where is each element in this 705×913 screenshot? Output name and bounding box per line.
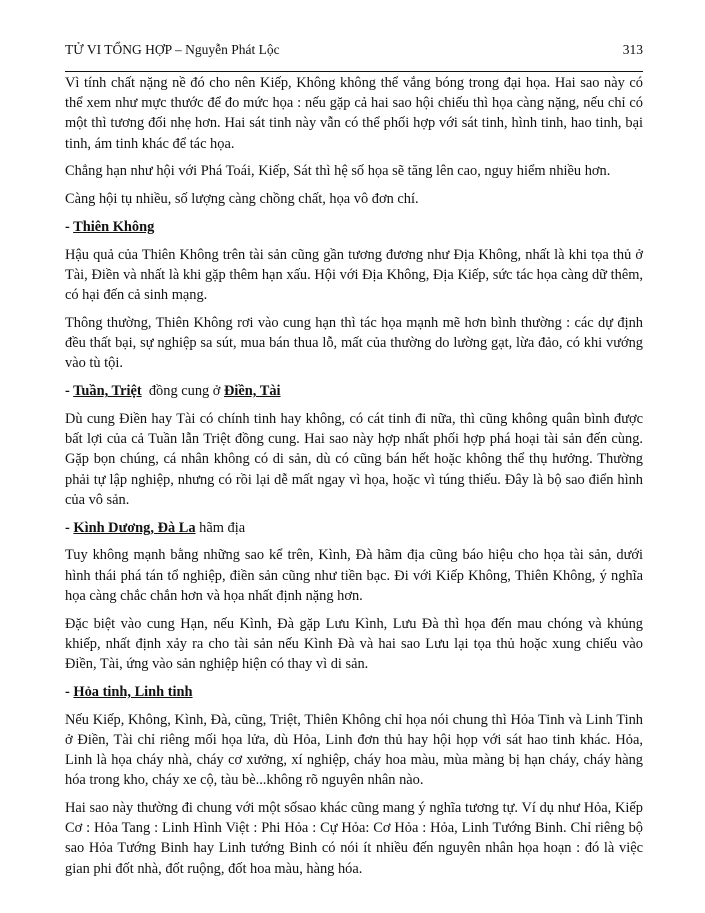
heading-title: Kình Dương, Đà La (73, 519, 196, 536)
heading-title-2: Điền, Tài (224, 383, 281, 400)
heading-suffix: hãm địa (195, 519, 246, 536)
paragraph: Nếu Kiếp, Không, Kình, Đà, cũng, Triệt, Thiên Không chỉ họa nói chung thì Hỏa Tinh và Linh Tinh ở Điền, Tài chỉ riêng mối họa lửa, dù Hỏa, Linh đơn thủ hay hội họp với sát hao tinh khác. Hỏa, Linh là họa cháy nhà, cháy cơ xưởng, xí nghiệp, cháy hoa màu, mùa màng bị hạn cháy, cháy hàng hóa trong kho, cháy xe cộ, tàu bè...không rõ nguyên nhân nào. (65, 711, 643, 789)
section-heading-hoa-linh (65, 682, 643, 702)
paragraph: Dù cung Điền hay Tài có chính tinh hay không, có cát tinh đi nữa, thì cũng không quân bình được bất lợi của cả Tuần lẫn Triệt đồng cung. Hai sao này hợp nhất phối hợp phá hoại tài sản đến cùng. Gặp bọn chúng, cá nhân không có di sản, dù có cũng bán hết hoặc không thể thụ hưởng. Thường phải tự lập nghiệp, nhưng có rồi lại dễ mất ngay vì họa, hoặc vì túng thiếu. Đây là bộ sao điển hình của vô sản. (65, 411, 643, 508)
page-body (65, 73, 643, 886)
section-heading-thien-khong (65, 217, 643, 237)
paragraph: Tuy không mạnh bằng những sao kể trên, Kình, Đà hãm địa cũng báo hiệu cho họa tài sản, dưới hình thái phá tán tổ nghiệp, điền sản cũng như tiền bạc. Đi với Kiếp Không, Thiên Không, ý nghĩa họa càng chắc chắn hơn và họa nhất định nặng hơn. (65, 547, 643, 604)
paragraph: Thông thường, Thiên Không rơi vào cung hạn thì tác họa mạnh mẽ hơn bình thường : các dự định đều thất bại, sự nghiệp sa sút, mua bán thua lỗ, mất của thường do lường gạt, lừa đảo, có khi vướng vào tù tội. (65, 315, 643, 372)
heading-dash: - (65, 383, 74, 400)
section-heading-tuan-triet (65, 381, 643, 401)
paragraph: Chẳng hạn như hội với Phá Toái, Kiếp, Sát thì hệ số họa sẽ tăng lên cao, nguy hiểm nhiều hơn. (65, 163, 611, 180)
section-heading-kinh-da (65, 518, 643, 538)
heading-dash: - (65, 519, 74, 536)
paragraph: Hậu quả của Thiên Không trên tài sản cũng gần tương đương như Địa Không, nhất là khi tọa thủ ở Tài, Điền và nhất là khi gặp thêm hạn xấu. Hội với Địa Không, Địa Kiếp, sức tác họa càng dữ thêm, có hại đến cả sinh mạng. (65, 246, 643, 304)
heading-title: Thiên Không (73, 219, 155, 235)
paragraph: Càng hội tụ nhiều, số lượng càng chồng chất, họa vô đơn chí. (65, 191, 419, 208)
paragraph: Vì tính chất nặng nề đó cho nên Kiếp, Không không thể vắng bóng trong đại họa. Hai sao này có thể xem như mực thước để đo mức họa : nếu gặp cả hai sao hội chiếu thì họa càng nặng, nếu chỉ có một thì tương đối nhẹ hơn. Hai sát tinh này vẫn có thể phối hợp với sát tinh, hình tinh, hao tinh, bại tinh, ám tinh khác để tác họa. (65, 75, 643, 152)
running-title: TỬ VI TỔNG HỢP – Nguyễn Phát Lộc (65, 42, 280, 57)
paragraph: Đặc biệt vào cung Hạn, nếu Kình, Đà gặp Lưu Kình, Lưu Đà thì họa đến mau chóng và khủng khiếp, nhất định xảy ra cho tài sản nếu Kình Đà và hai sao Lưu lại tọa thủ hoặc xung chiếu vào Điền, Tài, ứng vào sản nghiệp hiện có thay vì di sản. (65, 615, 643, 673)
heading-title: Hỏa tinh, Linh tinh (73, 683, 193, 700)
heading-dash: - (65, 683, 74, 700)
paragraph: Hai sao này thường đi chung với một sốsao khác cũng mang ý nghĩa tương tự. Ví dụ như Hỏa, Kiếp Cơ : Hỏa Tang : Linh Hình Việt : Phi Hỏa : Cự Hỏa: Cơ Hỏa : Hỏa, Linh Tướng Binh. Chỉ riêng bộ sao Hỏa Tướng Binh hay Linh tướng Binh có nói ít nhiều đến nguyên nhân họa hoạn : đó là việc gian phi đốt nhà, đốt ruộng, đốt hoa màu, hàng hóa. (65, 800, 643, 877)
heading-dash: - (65, 219, 74, 235)
page-number: 313 (622, 42, 643, 57)
heading-title: Tuần, Triệt (73, 383, 142, 400)
header-rule (65, 71, 643, 72)
page-header (65, 42, 643, 58)
heading-middle: đồng cung ở (141, 383, 225, 400)
